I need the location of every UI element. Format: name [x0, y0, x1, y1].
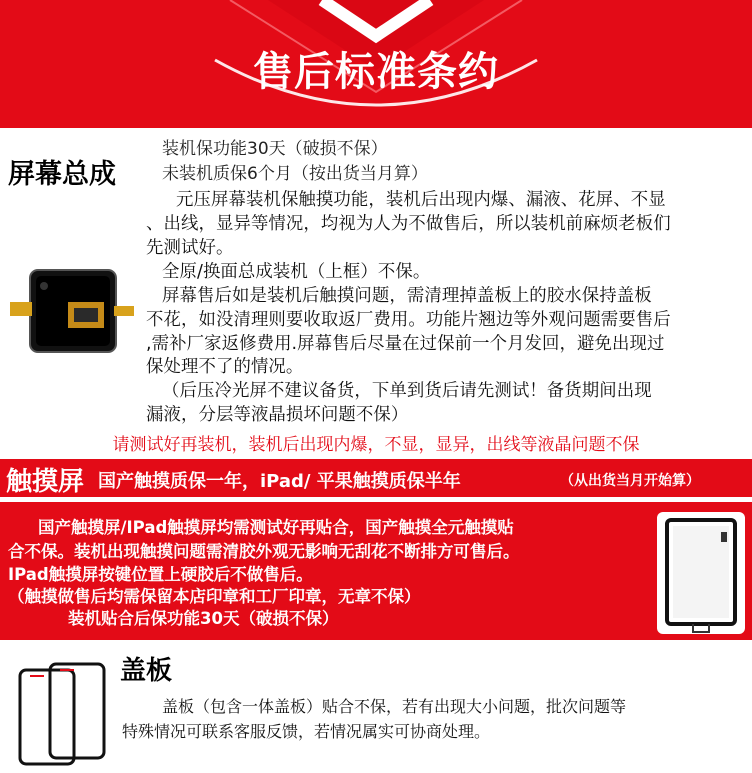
section-title-touch: 触摸屏	[6, 467, 85, 497]
screen-line-9: ,需补厂家返修费用.屏幕售后尽量在过保前一个月发回，避免出现过	[146, 334, 665, 354]
warning-text: 请测试好再装机，装机后出现内爆，不显，显异，出线等液晶问题不保	[112, 435, 640, 455]
phone-screen-icon	[8, 262, 138, 360]
touch-header-bar	[0, 459, 752, 497]
touch-warranty-desc: 国产触摸质保一年，iPad/ 平果触摸质保半年	[98, 471, 461, 492]
cover-line-1: 盖板（包含一体盖板）贴合不保，若有出现大小问题，批次问题等	[162, 697, 627, 716]
screen-line-10: 保处理不了的情况。	[146, 357, 304, 377]
cover-line-2: 特殊情况可联系客服反馈，若情况属实可协商处理。	[122, 722, 491, 741]
page-title: 售后标准条约	[253, 49, 499, 95]
screen-line-1: 装机保功能30天（破损不保）	[162, 139, 388, 159]
screen-line-2: 未装机质保6个月（按出货当月算）	[162, 164, 428, 184]
screen-line-12: 漏液，分层等液晶损坏问题不保）	[146, 405, 409, 425]
touch-line-4: （触摸做售后均需保留本店印章和工厂印章，无章不保）	[8, 587, 421, 606]
screen-line-3: 元压屏幕装机保触摸功能，装机后出现内爆、漏液、花屏、不显	[176, 190, 666, 210]
touch-warranty-note: （从出货当月开始算）	[560, 473, 700, 489]
section-title-screen: 屏幕总成	[8, 159, 116, 190]
touch-panel-icon	[653, 508, 749, 638]
screen-line-4: 、出线，显异等情况，均视为人为不做售后，所以装机前麻烦老板们	[146, 214, 671, 234]
touch-body	[0, 502, 752, 640]
screen-line-11: （后压冷光屏不建议备货，下单到货后请先测试！备货期间出现	[162, 381, 652, 401]
touch-line-3: IPad触摸屏按键位置上硬胶后不做售后。	[8, 565, 313, 584]
touch-line-1: 国产触摸屏/IPad触摸屏均需测试好再贴合，国产触摸全元触摸贴	[38, 518, 514, 537]
screen-line-6: 全原/换面总成装机（上框）不保。	[162, 262, 431, 282]
header-banner	[0, 0, 752, 128]
screen-line-8: 不花，如没清理则要收取返厂费用。功能片翘边等外观问题需要售后	[146, 310, 671, 330]
touch-line-2: 合不保。装机出现触摸问题需清胶外观无影响无刮花不断排方可售后。	[8, 542, 520, 561]
section-title-cover: 盖板	[120, 656, 173, 686]
screen-line-5: 先测试好。	[146, 238, 234, 258]
screen-line-7: 屏幕售后如是装机后触摸问题，需清理掉盖板上的胶水保持盖板	[162, 286, 652, 306]
touch-line-5: 装机贴合后保功能30天（破损不保）	[68, 609, 339, 628]
cover-glass-icon	[14, 660, 114, 768]
